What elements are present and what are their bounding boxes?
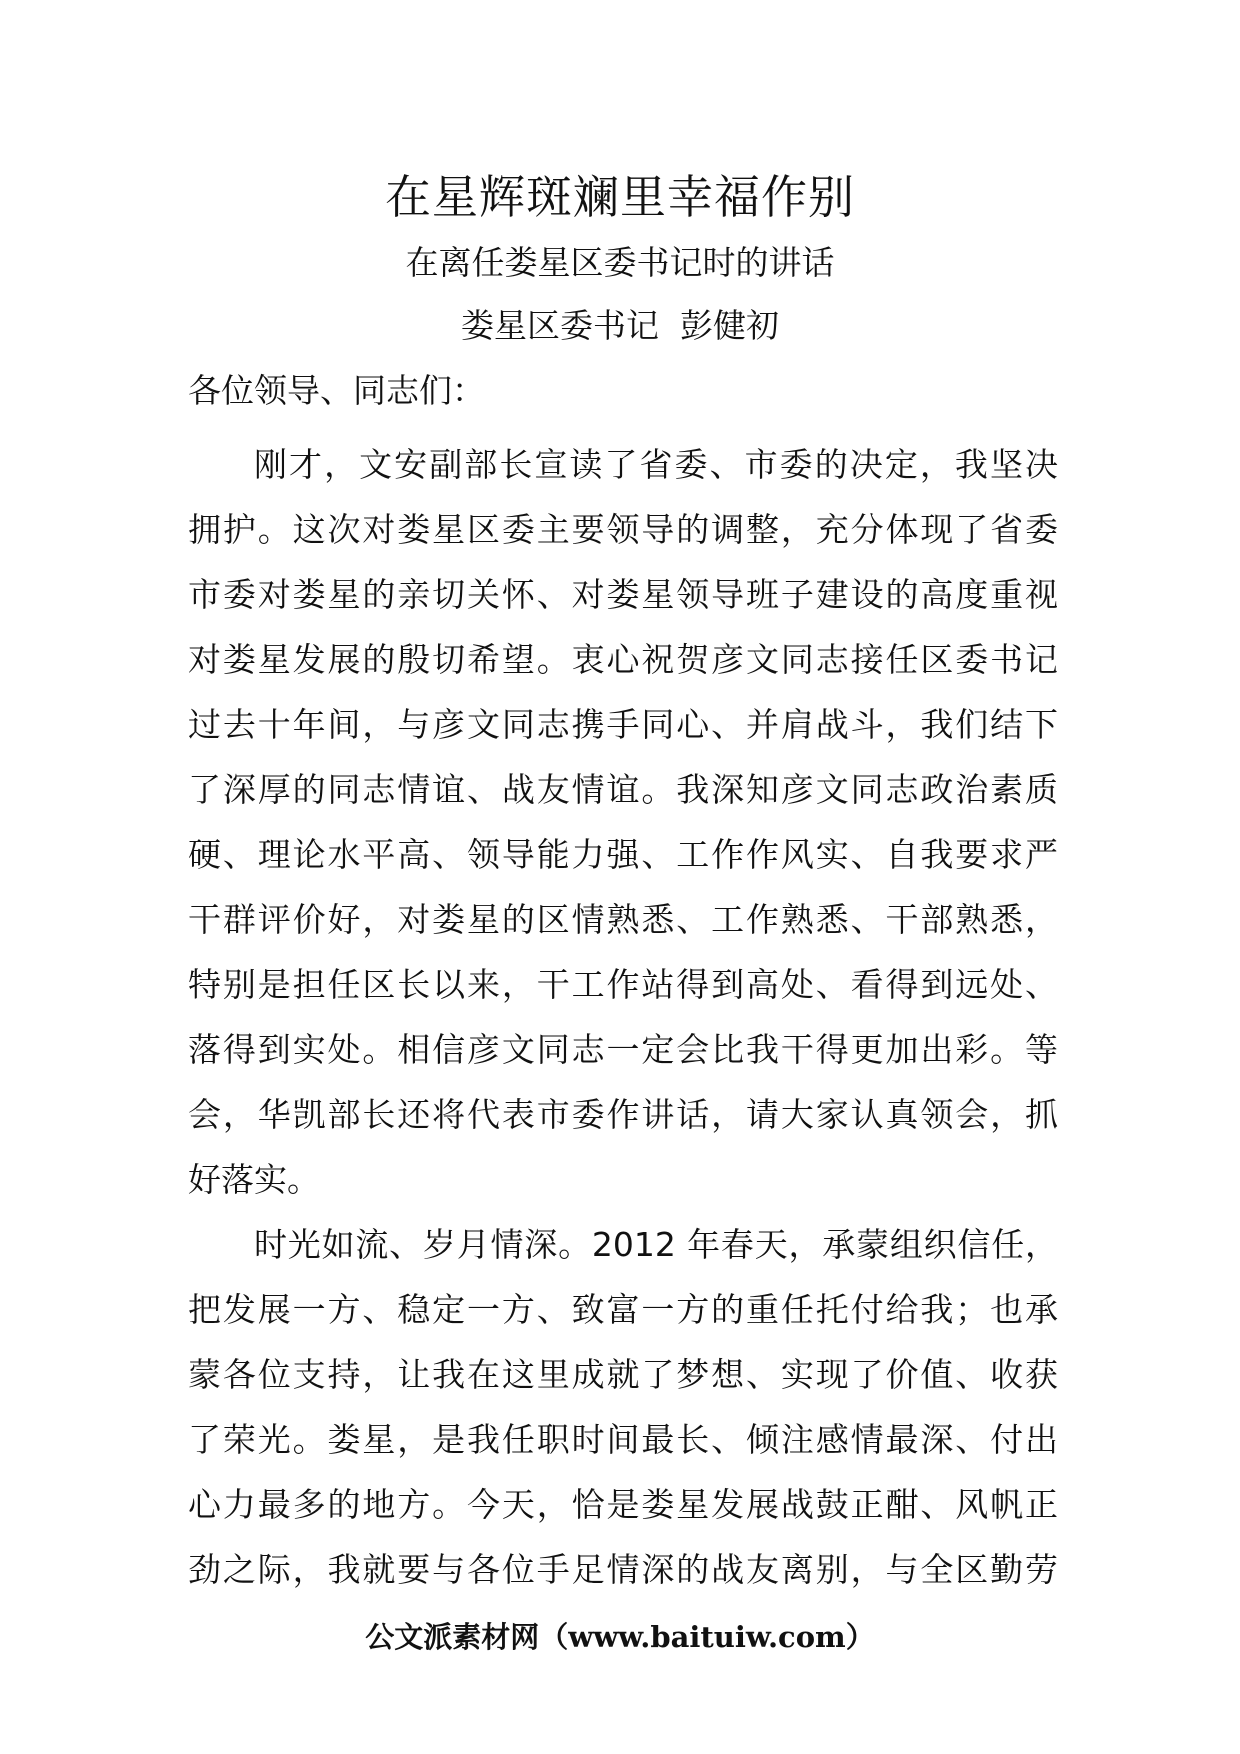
document-title: 在星辉斑斓里幸福作别 [385, 170, 855, 224]
text-line: 落得到实处。相信彦文同志一定会比我干得更加出彩。等 [188, 1030, 1058, 1069]
text-line: 心力最多的地方。今天，恰是娄星发展战鼓正酣、风帆正 [188, 1485, 1058, 1524]
text-line: 拥护。这次对娄星区委主要领导的调整，充分体现了省委 [188, 510, 1058, 549]
text-line: 时光如流、岁月情深。2012 年春天，承蒙组织信任， [254, 1225, 1058, 1264]
salutation: 各位领导、同志们： [188, 371, 485, 410]
text-line: 会，华凯部长还将代表市委作讲话，请大家认真领会，抓 [188, 1095, 1058, 1134]
text-line: 刚才，文安副部长宣读了省委、市委的决定，我坚决 [254, 445, 1058, 484]
text-line: 硬、理论水平高、领导能力强、工作作风实、自我要求严 [188, 835, 1058, 874]
paragraph-1 [188, 432, 1058, 1212]
document-subtitle: 在离任娄星区委书记时的讲话 [405, 243, 835, 282]
footer-watermark: 公文派素材网（www.baituiw.com） [365, 1620, 875, 1654]
text-line: 劲之际，我就要与各位手足情深的战友离别，与全区勤劳 [188, 1550, 1058, 1589]
text-line: 了荣光。娄星，是我任职时间最长、倾注感情最深、付出 [188, 1420, 1058, 1459]
text-line: 了深厚的同志情谊、战友情谊。我深知彦文同志政治素质 [188, 770, 1058, 809]
text-line: 把发展一方、稳定一方、致富一方的重任托付给我；也承 [188, 1290, 1058, 1329]
text-line: 对娄星发展的殷切希望。衷心祝贺彦文同志接任区委书记 [188, 640, 1058, 679]
document-author: 娄星区委书记 彭健初 [461, 306, 779, 345]
text-line: 干群评价好，对娄星的区情熟悉、工作熟悉、干部熟悉， [188, 900, 1058, 939]
text-line: 好落实。 [188, 1160, 320, 1199]
body-text [188, 432, 1058, 1602]
text-line: 蒙各位支持，让我在这里成就了梦想、实现了价值、收获 [188, 1355, 1058, 1394]
text-line: 特别是担任区长以来，干工作站得到高处、看得到远处、 [188, 965, 1058, 1004]
text-line: 市委对娄星的亲切关怀、对娄星领导班子建设的高度重视 [188, 575, 1058, 614]
paragraph-2 [188, 1212, 1058, 1602]
text-line: 过去十年间，与彦文同志携手同心、并肩战斗，我们结下 [188, 705, 1058, 744]
